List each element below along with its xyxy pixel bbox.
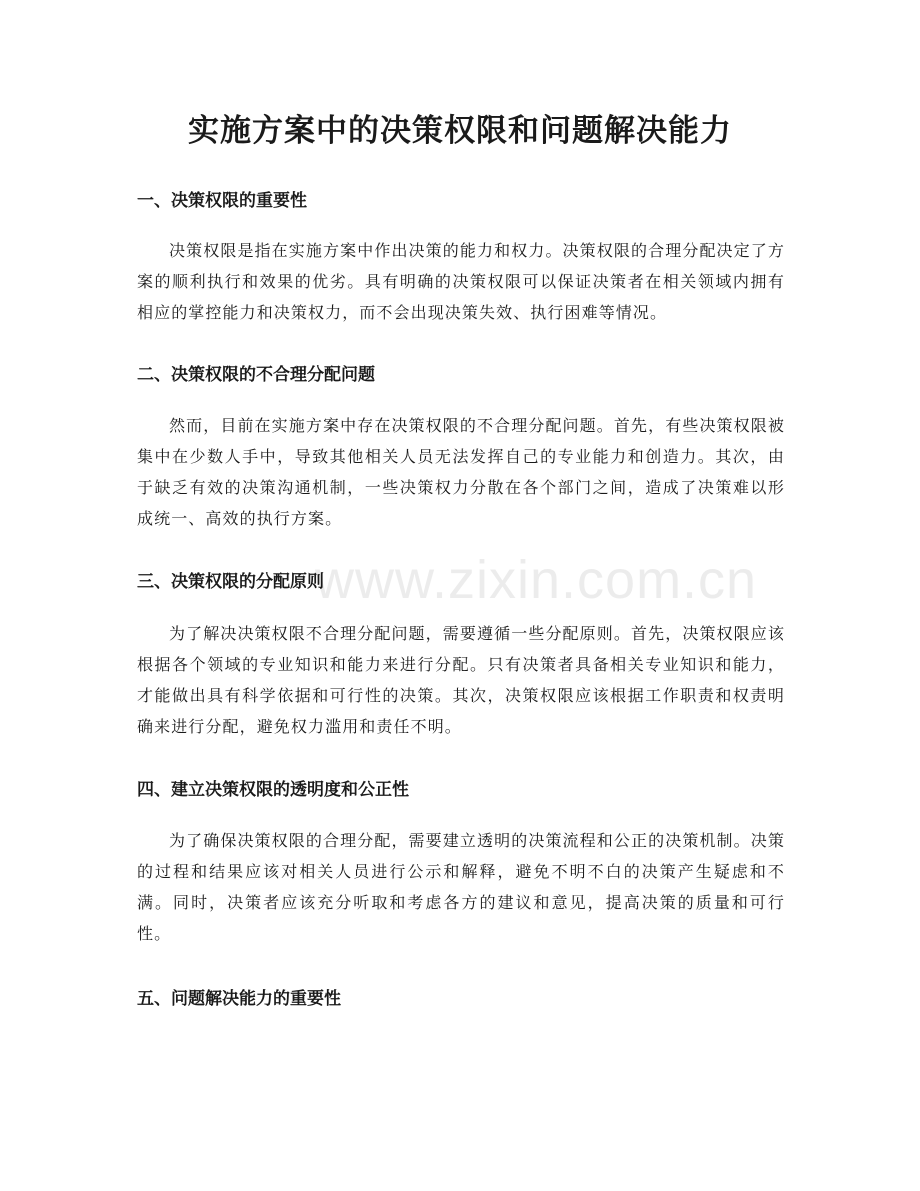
document-title: 实施方案中的决策权限和问题解决能力 [188, 113, 732, 149]
section-1-paragraph: 决策权限是指在实施方案中作出决策的能力和权力。决策权限的合理分配决定了方案的顺利执行和效果的优劣。具有明确的决策权限可以保证决策者在相关领域内拥有相应的掌控能力和决策权力，而不会出现决策失效、执行困难等情况。 [137, 241, 785, 322]
section-4-paragraph: 为了确保决策权限的合理分配，需要建立透明的决策流程和公正的决策机制。决策的过程和结果应该对相关人员进行公示和解释，避免不明不白的决策产生疑虑和不满。同时，决策者应该充分听取和考虑各方的建议和意见，提高决策的质量和可行性。 [137, 831, 785, 943]
section-5-heading: 五、问题解决能力的重要性 [137, 989, 341, 1009]
watermark: www.zixin.com.cn [315, 550, 758, 610]
section-2-heading: 二、决策权限的不合理分配问题 [137, 365, 375, 385]
section-1-heading: 一、决策权限的重要性 [137, 191, 307, 211]
section-3-heading: 三、决策权限的分配原则 [137, 572, 324, 592]
section-2-paragraph: 然而，目前在实施方案中存在决策权限的不合理分配问题。首先，有些决策权限被集中在少数人手中，导致其他相关人员无法发挥自己的专业能力和创造力。其次，由于缺乏有效的决策沟通机制，一些决策权力分散在各个部门之间，造成了决策难以形成统一、高效的执行方案。 [137, 416, 785, 528]
section-4-heading: 四、建立决策权限的透明度和公正性 [137, 780, 409, 800]
section-3-paragraph: 为了解决决策权限不合理分配问题，需要遵循一些分配原则。首先，决策权限应该根据各个领域的专业知识和能力来进行分配。只有决策者具备相关专业知识和能力，才能做出具有科学依据和可行性的决策。其次，决策权限应该根据工作职责和权责明确来进行分配，避免权力滥用和责任不明。 [137, 624, 785, 736]
